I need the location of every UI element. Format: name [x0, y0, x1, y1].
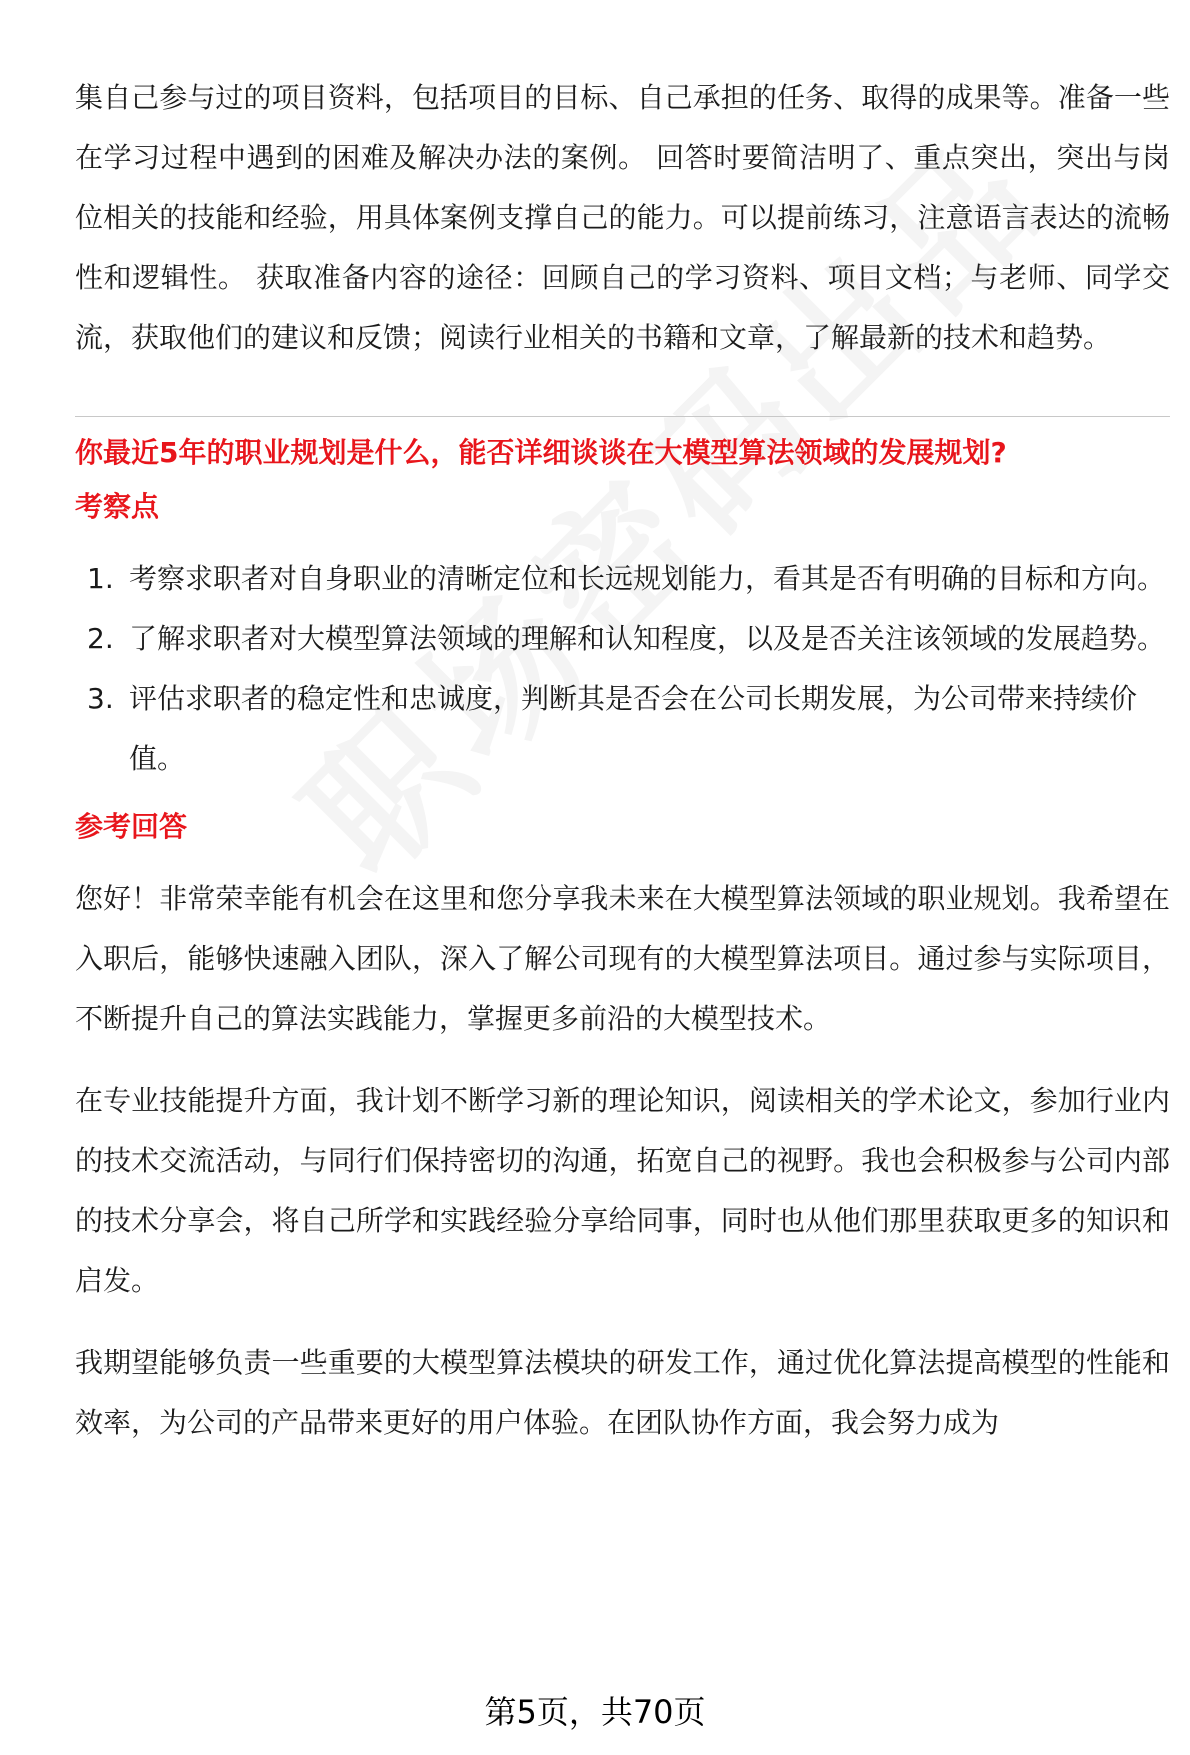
intro-paragraph: 集自己参与过的项目资料，包括项目的目标、自己承担的任务、取得的成果等。准备一些在学习过程中遇到的困难及解决办法的案例。 回答时要简洁明了、重点突出，突出与岗位相关的技能和经验，用具体案例支撑自己的能力。可以提前练习，注意语言表达的流畅性和逻辑性。 获取准备内容的途径：回顾自己的学习资料、项目文档；与老师、同学交流，获取他们的建议和反馈；阅读行业相关的书籍和文章，了解最新的技术和趋势。 — [75, 81, 1170, 354]
list-item-text: 了解求职者对大模型算法领域的理解和认知程度，以及是否关注该领域的发展趋势。 — [129, 622, 1166, 655]
list-item — [75, 669, 1170, 789]
list-item — [75, 549, 1170, 609]
page-content — [75, 68, 1170, 1475]
assessment-heading: 考察点 — [75, 490, 160, 523]
list-number: 2. — [87, 622, 114, 655]
answer-heading: 参考回答 — [75, 810, 188, 843]
answer-paragraph: 您好！非常荣幸能有机会在这里和您分享我未来在大模型算法领域的职业规划。我希望在入职后，能够快速融入团队，深入了解公司现有的大模型算法项目。通过参与实际项目，不断提升自己的算法实践能力，掌握更多前沿的大模型技术。 — [75, 882, 1170, 1035]
answer-paragraph: 我期望能够负责一些重要的大模型算法模块的研发工作，通过优化算法提高模型的性能和效率，为公司的产品带来更好的用户体验。在团队协作方面，我会努力成为 — [75, 1346, 1170, 1439]
assessment-list — [75, 549, 1170, 789]
list-item-text: 评估求职者的稳定性和忠诚度，判断其是否会在公司长期发展，为公司带来持续价值。 — [129, 682, 1138, 775]
page-number-footer: 第5页，共70页 — [484, 1693, 706, 1731]
list-number: 3. — [87, 682, 114, 715]
section-divider — [75, 416, 1170, 417]
question-title: 你最近5年的职业规划是什么，能否详细谈谈在大模型算法领域的发展规划? — [75, 436, 1007, 469]
answer-paragraph: 在专业技能提升方面，我计划不断学习新的理论知识，阅读相关的学术论文，参加行业内的技术交流活动，与同行们保持密切的沟通，拓宽自己的视野。我也会积极参与公司内部的技术分享会，将自己所学和实践经验分享给同事，同时也从他们那里获取更多的知识和启发。 — [75, 1084, 1170, 1297]
list-item — [75, 609, 1170, 669]
list-number: 1. — [87, 562, 114, 595]
list-item-text: 考察求职者对自身职业的清晰定位和长远规划能力，看其是否有明确的目标和方向。 — [129, 562, 1166, 595]
